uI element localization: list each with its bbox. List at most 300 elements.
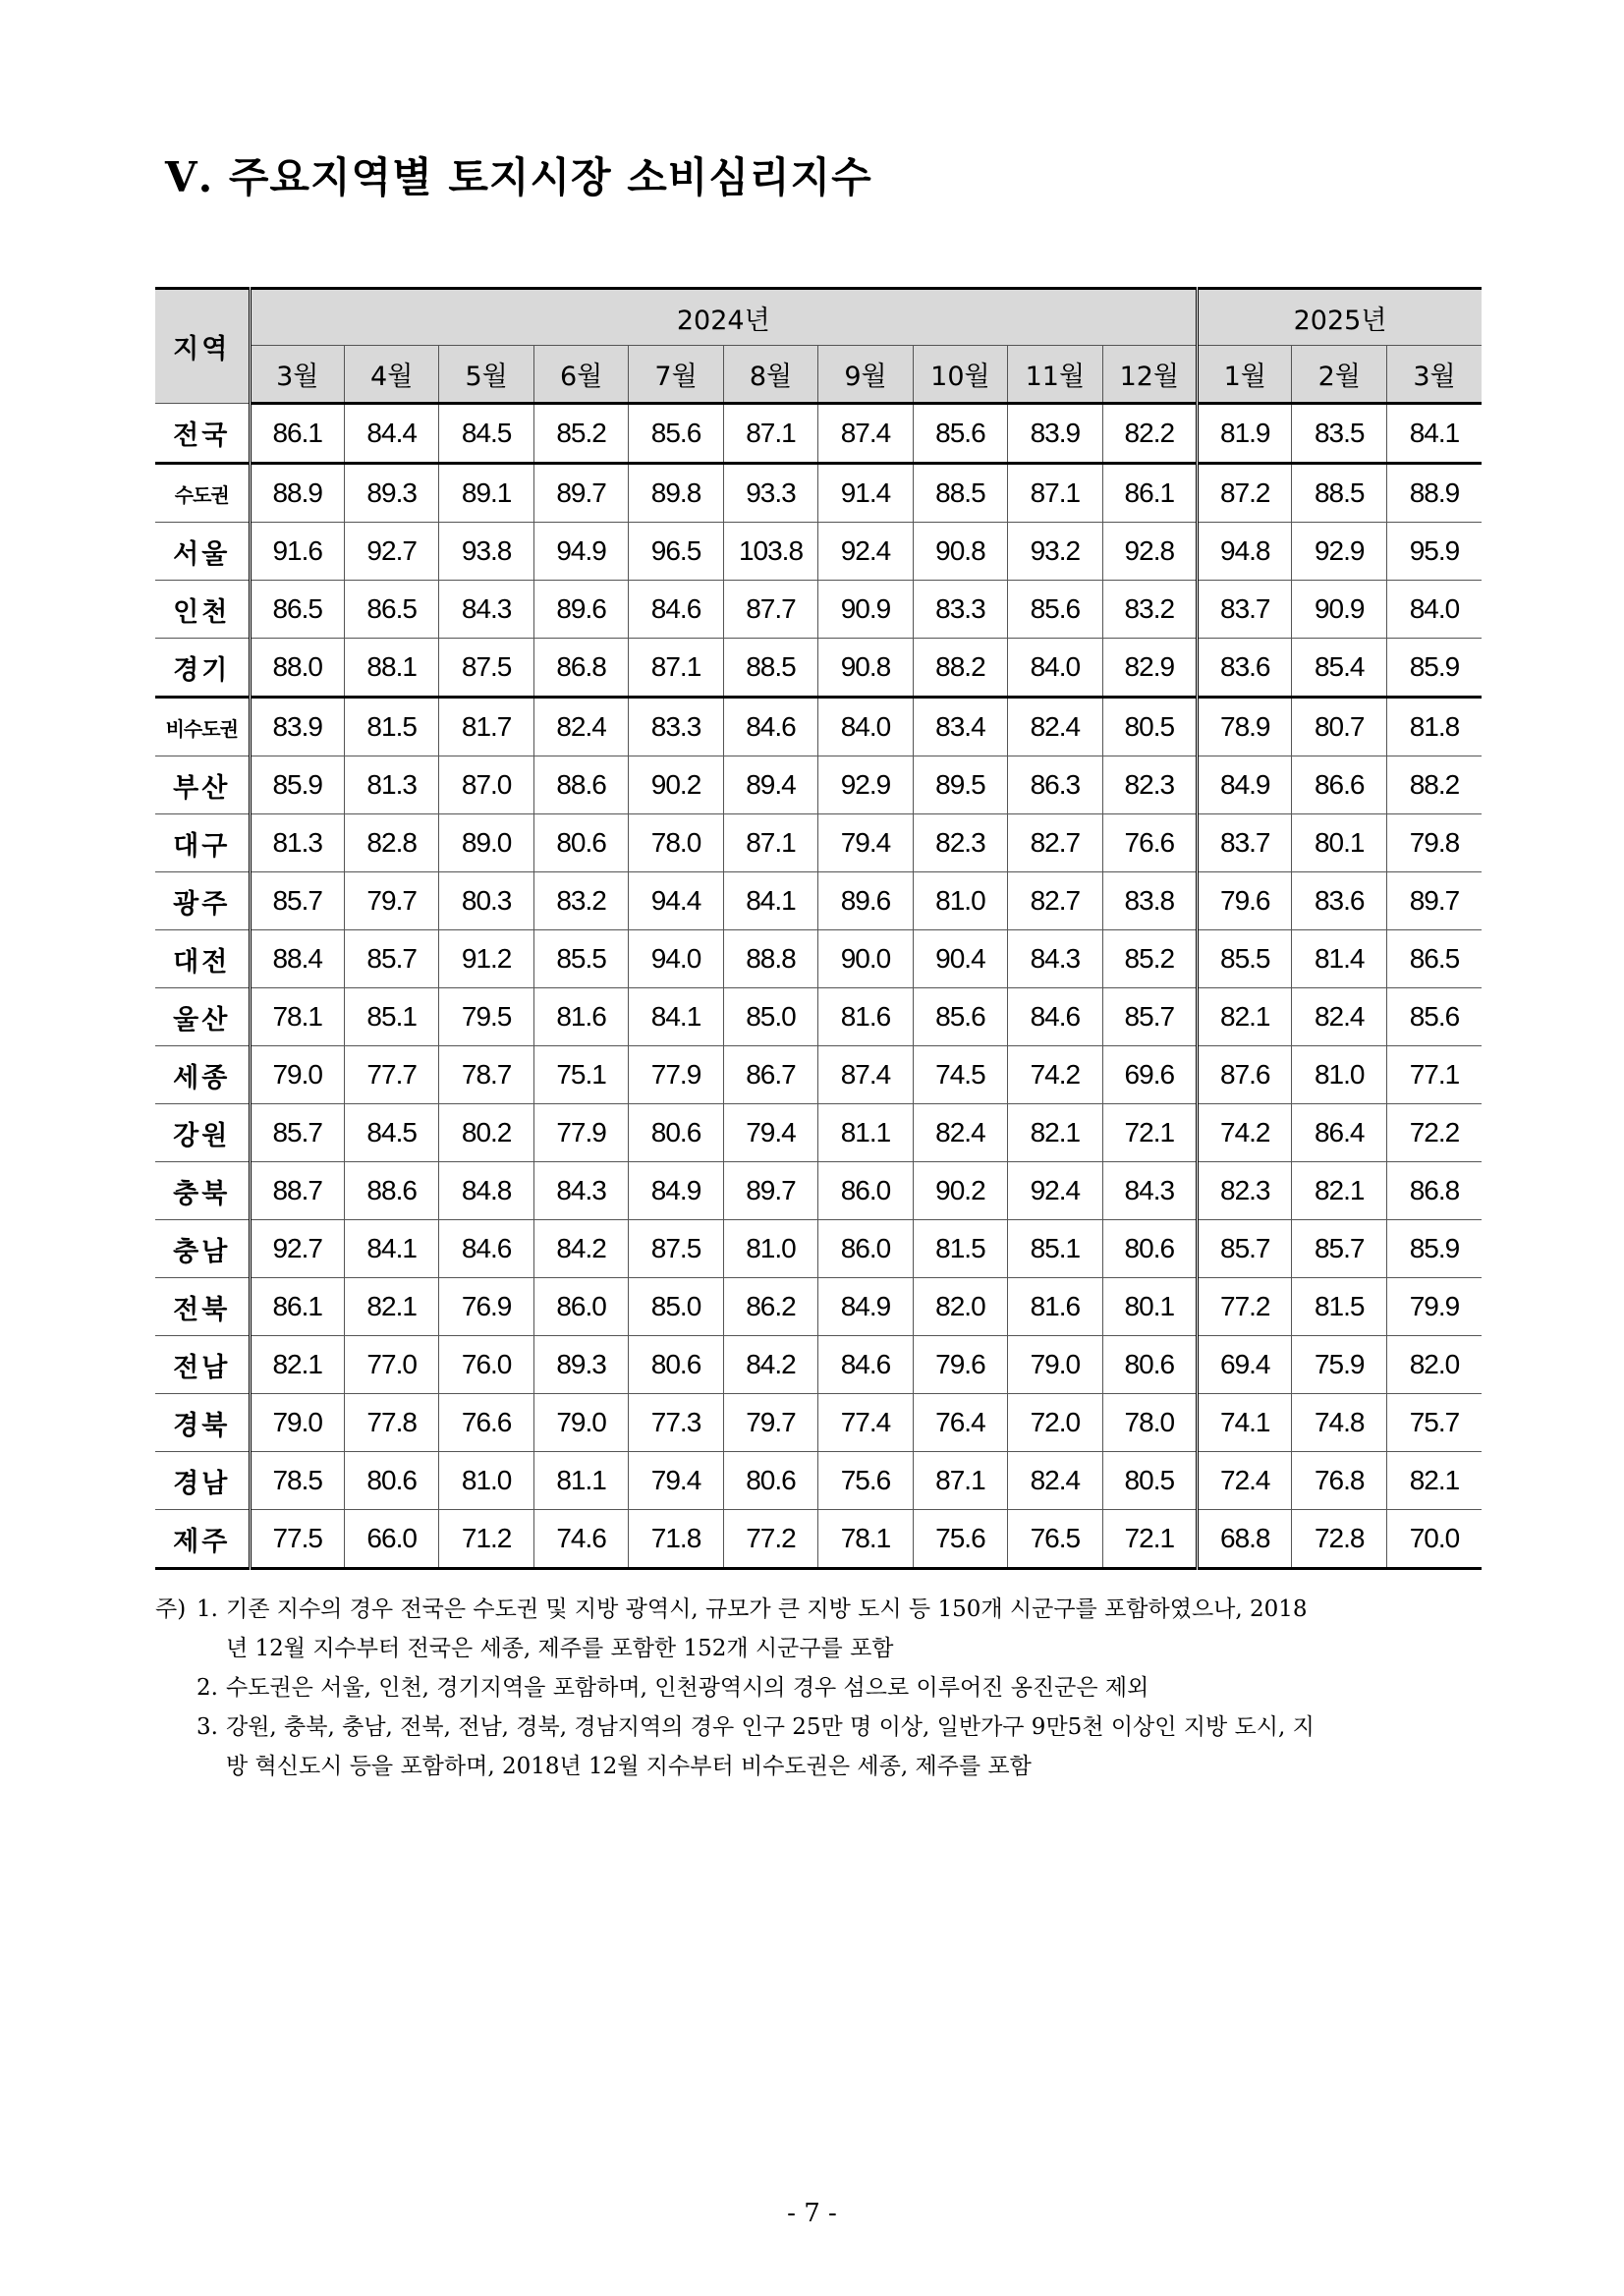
region-cell: 비수도권: [155, 698, 250, 756]
value-cell: 89.6: [818, 872, 913, 930]
value-cell: 86.1: [1102, 464, 1197, 523]
value-cell: 90.9: [818, 581, 913, 639]
value-cell: 82.9: [1102, 639, 1197, 698]
value-cell: 87.1: [1008, 464, 1102, 523]
table-row: [155, 698, 1482, 756]
value-cell: 79.0: [250, 1394, 344, 1452]
value-cell: 81.5: [344, 698, 438, 756]
value-cell: 82.8: [344, 814, 438, 872]
value-cell: 75.6: [818, 1452, 913, 1510]
value-cell: 93.3: [723, 464, 817, 523]
value-cell: 89.7: [723, 1162, 817, 1220]
value-cell: 83.3: [913, 581, 1007, 639]
value-cell: 86.0: [818, 1220, 913, 1278]
value-cell: 77.4: [818, 1394, 913, 1452]
table-row: [155, 1220, 1482, 1278]
value-cell: 72.2: [1386, 1104, 1482, 1162]
value-cell: 84.1: [1386, 404, 1482, 464]
value-cell: 75.9: [1292, 1336, 1386, 1394]
value-cell: 81.6: [818, 988, 913, 1046]
value-cell: 82.1: [1198, 988, 1292, 1046]
value-cell: 82.3: [913, 814, 1007, 872]
page-number: - 7 -: [787, 2199, 837, 2228]
value-cell: 88.1: [344, 639, 438, 698]
value-cell: 83.6: [1198, 639, 1292, 698]
value-cell: 75.1: [533, 1046, 628, 1104]
table-row: [155, 930, 1482, 988]
value-cell: 84.8: [439, 1162, 533, 1220]
value-cell: 87.1: [723, 404, 817, 464]
value-cell: 81.0: [439, 1452, 533, 1510]
region-cell: 대전: [155, 930, 250, 988]
value-cell: 81.1: [533, 1452, 628, 1510]
value-cell: 82.1: [1292, 1162, 1386, 1220]
value-cell: 81.1: [818, 1104, 913, 1162]
value-cell: 89.1: [439, 464, 533, 523]
value-cell: 82.7: [1008, 872, 1102, 930]
table-row: [155, 814, 1482, 872]
value-cell: 87.6: [1198, 1046, 1292, 1104]
value-cell: 82.4: [533, 698, 628, 756]
value-cell: 84.9: [1198, 756, 1292, 814]
value-cell: 88.5: [1292, 464, 1386, 523]
table-row: [155, 1278, 1482, 1336]
value-cell: 94.0: [629, 930, 723, 988]
value-cell: 84.6: [723, 698, 817, 756]
value-cell: 85.0: [723, 988, 817, 1046]
footnote-line: [155, 1708, 1482, 1747]
value-cell: 85.7: [1102, 988, 1197, 1046]
value-cell: 87.1: [629, 639, 723, 698]
value-cell: 94.4: [629, 872, 723, 930]
value-cell: 80.6: [1102, 1220, 1197, 1278]
value-cell: 80.6: [723, 1452, 817, 1510]
value-cell: 87.5: [629, 1220, 723, 1278]
value-cell: 91.2: [439, 930, 533, 988]
value-cell: 80.1: [1292, 814, 1386, 872]
value-cell: 88.5: [723, 639, 817, 698]
region-cell: 제주: [155, 1510, 250, 1569]
value-cell: 82.3: [1198, 1162, 1292, 1220]
value-cell: 85.2: [533, 404, 628, 464]
value-cell: 90.8: [913, 523, 1007, 581]
region-cell: 인천: [155, 581, 250, 639]
value-cell: 84.3: [1102, 1162, 1197, 1220]
value-cell: 77.5: [250, 1510, 344, 1569]
value-cell: 84.9: [629, 1162, 723, 1220]
value-cell: 76.0: [439, 1336, 533, 1394]
value-cell: 95.9: [1386, 523, 1482, 581]
value-cell: 86.6: [1292, 756, 1386, 814]
value-cell: 80.5: [1102, 1452, 1197, 1510]
value-cell: 74.1: [1198, 1394, 1292, 1452]
month-header: 10월: [913, 346, 1007, 404]
value-cell: 85.7: [1198, 1220, 1292, 1278]
value-cell: 84.0: [1386, 581, 1482, 639]
value-cell: 87.0: [439, 756, 533, 814]
value-cell: 83.9: [1008, 404, 1102, 464]
table-row: [155, 1394, 1482, 1452]
value-cell: 86.7: [723, 1046, 817, 1104]
value-cell: 85.1: [1008, 1220, 1102, 1278]
value-cell: 86.0: [818, 1162, 913, 1220]
region-cell: 경기: [155, 639, 250, 698]
value-cell: 82.1: [1386, 1452, 1482, 1510]
table-row: [155, 988, 1482, 1046]
value-cell: 77.3: [629, 1394, 723, 1452]
value-cell: 81.0: [723, 1220, 817, 1278]
value-cell: 78.0: [1102, 1394, 1197, 1452]
value-cell: 92.4: [1008, 1162, 1102, 1220]
table-row: [155, 1336, 1482, 1394]
value-cell: 88.2: [913, 639, 1007, 698]
value-cell: 78.0: [629, 814, 723, 872]
region-cell: 전남: [155, 1336, 250, 1394]
value-cell: 89.5: [913, 756, 1007, 814]
value-cell: 81.5: [913, 1220, 1007, 1278]
value-cell: 79.0: [1008, 1336, 1102, 1394]
value-cell: 90.2: [913, 1162, 1007, 1220]
table-row: [155, 1046, 1482, 1104]
value-cell: 85.6: [629, 404, 723, 464]
value-cell: 76.5: [1008, 1510, 1102, 1569]
table-row: [155, 1510, 1482, 1569]
value-cell: 89.3: [533, 1336, 628, 1394]
value-cell: 103.8: [723, 523, 817, 581]
value-cell: 84.2: [723, 1336, 817, 1394]
value-cell: 85.6: [1008, 581, 1102, 639]
value-cell: 77.8: [344, 1394, 438, 1452]
value-cell: 89.4: [723, 756, 817, 814]
value-cell: 87.4: [818, 404, 913, 464]
value-cell: 85.9: [1386, 1220, 1482, 1278]
value-cell: 82.7: [1008, 814, 1102, 872]
table-body: [155, 404, 1482, 1569]
value-cell: 88.7: [250, 1162, 344, 1220]
value-cell: 83.7: [1198, 581, 1292, 639]
value-cell: 85.7: [250, 872, 344, 930]
value-cell: 85.1: [344, 988, 438, 1046]
value-cell: 86.3: [1008, 756, 1102, 814]
value-cell: 80.6: [533, 814, 628, 872]
value-cell: 75.7: [1386, 1394, 1482, 1452]
value-cell: 88.0: [250, 639, 344, 698]
value-cell: 84.1: [629, 988, 723, 1046]
value-cell: 87.7: [723, 581, 817, 639]
value-cell: 83.2: [1102, 581, 1197, 639]
value-cell: 89.8: [629, 464, 723, 523]
value-cell: 79.5: [439, 988, 533, 1046]
footnote-text: 수도권은 서울, 인천, 경기지역을 포함하며, 인천광역시의 경우 섬으로 이루어진 옹진군은 제외: [226, 1675, 1149, 1701]
region-cell: 세종: [155, 1046, 250, 1104]
value-cell: 86.8: [533, 639, 628, 698]
region-cell: 경남: [155, 1452, 250, 1510]
region-cell: 부산: [155, 756, 250, 814]
value-cell: 79.0: [533, 1394, 628, 1452]
value-cell: 92.7: [344, 523, 438, 581]
value-cell: 82.1: [1008, 1104, 1102, 1162]
value-cell: 86.5: [1386, 930, 1482, 988]
value-cell: 91.4: [818, 464, 913, 523]
value-cell: 81.4: [1292, 930, 1386, 988]
value-cell: 84.1: [344, 1220, 438, 1278]
value-cell: 69.6: [1102, 1046, 1197, 1104]
value-cell: 74.2: [1198, 1104, 1292, 1162]
value-cell: 81.3: [250, 814, 344, 872]
value-cell: 85.5: [533, 930, 628, 988]
footnote-line: [155, 1590, 1482, 1629]
value-cell: 84.9: [818, 1278, 913, 1336]
value-cell: 84.6: [818, 1336, 913, 1394]
value-cell: 84.2: [533, 1220, 628, 1278]
value-cell: 88.6: [533, 756, 628, 814]
value-cell: 85.5: [1198, 930, 1292, 988]
value-cell: 81.0: [913, 872, 1007, 930]
value-cell: 86.2: [723, 1278, 817, 1336]
value-cell: 74.5: [913, 1046, 1007, 1104]
value-cell: 79.6: [913, 1336, 1007, 1394]
value-cell: 71.2: [439, 1510, 533, 1569]
year-2025-header: 2025년: [1198, 289, 1482, 346]
value-cell: 80.1: [1102, 1278, 1197, 1336]
value-cell: 85.6: [913, 988, 1007, 1046]
footnote-number: 1.: [196, 1596, 218, 1622]
month-header: 1월: [1198, 346, 1292, 404]
region-cell: 충남: [155, 1220, 250, 1278]
value-cell: 77.1: [1386, 1046, 1482, 1104]
value-cell: 81.6: [1008, 1278, 1102, 1336]
value-cell: 90.2: [629, 756, 723, 814]
value-cell: 81.8: [1386, 698, 1482, 756]
value-cell: 83.3: [629, 698, 723, 756]
value-cell: 94.8: [1198, 523, 1292, 581]
value-cell: 80.6: [629, 1104, 723, 1162]
value-cell: 66.0: [344, 1510, 438, 1569]
value-cell: 79.7: [723, 1394, 817, 1452]
value-cell: 92.7: [250, 1220, 344, 1278]
value-cell: 79.7: [344, 872, 438, 930]
footnote-line: [155, 1747, 1482, 1786]
value-cell: 82.4: [1008, 698, 1102, 756]
value-cell: 80.7: [1292, 698, 1386, 756]
footnote-line: [155, 1668, 1482, 1708]
value-cell: 76.8: [1292, 1452, 1386, 1510]
value-cell: 79.8: [1386, 814, 1482, 872]
table-row: [155, 639, 1482, 698]
value-cell: 79.4: [629, 1452, 723, 1510]
value-cell: 89.0: [439, 814, 533, 872]
value-cell: 84.0: [1008, 639, 1102, 698]
month-header: 2월: [1292, 346, 1386, 404]
value-cell: 77.2: [1198, 1278, 1292, 1336]
year-2024-header: 2024년: [250, 289, 1198, 346]
footnote-number: [196, 1629, 226, 1668]
region-cell: 충북: [155, 1162, 250, 1220]
table-row: [155, 464, 1482, 523]
value-cell: 80.5: [1102, 698, 1197, 756]
value-cell: 88.9: [250, 464, 344, 523]
value-cell: 82.3: [1102, 756, 1197, 814]
value-cell: 87.1: [913, 1452, 1007, 1510]
table-row: [155, 404, 1482, 464]
region-cell: 전북: [155, 1278, 250, 1336]
value-cell: 81.9: [1198, 404, 1292, 464]
region-cell: 대구: [155, 814, 250, 872]
value-cell: 80.3: [439, 872, 533, 930]
value-cell: 85.9: [250, 756, 344, 814]
value-cell: 72.4: [1198, 1452, 1292, 1510]
value-cell: 81.3: [344, 756, 438, 814]
value-cell: 93.8: [439, 523, 533, 581]
value-cell: 69.4: [1198, 1336, 1292, 1394]
table-row: [155, 1104, 1482, 1162]
value-cell: 90.9: [1292, 581, 1386, 639]
table-row: [155, 523, 1482, 581]
footnote-number: [196, 1747, 226, 1786]
value-cell: 79.4: [818, 814, 913, 872]
value-cell: 89.7: [533, 464, 628, 523]
value-cell: 83.8: [1102, 872, 1197, 930]
footnote-text: 년 12월 지수부터 전국은 세종, 제주를 포함한 152개 시군구를 포함: [226, 1636, 894, 1661]
value-cell: 77.2: [723, 1510, 817, 1569]
value-cell: 70.0: [1386, 1510, 1482, 1569]
value-cell: 74.2: [1008, 1046, 1102, 1104]
value-cell: 71.8: [629, 1510, 723, 1569]
value-cell: 86.0: [533, 1278, 628, 1336]
value-cell: 87.1: [723, 814, 817, 872]
value-cell: 72.1: [1102, 1104, 1197, 1162]
table-row: [155, 581, 1482, 639]
value-cell: 86.4: [1292, 1104, 1386, 1162]
value-cell: 87.2: [1198, 464, 1292, 523]
value-cell: 72.8: [1292, 1510, 1386, 1569]
value-cell: 72.0: [1008, 1394, 1102, 1452]
month-header: 7월: [629, 346, 723, 404]
value-cell: 88.9: [1386, 464, 1482, 523]
value-cell: 79.4: [723, 1104, 817, 1162]
value-cell: 82.0: [913, 1278, 1007, 1336]
value-cell: 81.7: [439, 698, 533, 756]
region-cell: 광주: [155, 872, 250, 930]
value-cell: 68.8: [1198, 1510, 1292, 1569]
footnote-text: 기존 지수의 경우 전국은 수도권 및 지방 광역시, 규모가 큰 지방 도시 등 150개 시군구를 포함하였으나, 2018: [226, 1596, 1308, 1622]
table-row: [155, 872, 1482, 930]
footnote-number: 2.: [196, 1675, 218, 1701]
value-cell: 89.7: [1386, 872, 1482, 930]
value-cell: 78.9: [1198, 698, 1292, 756]
value-cell: 83.5: [1292, 404, 1386, 464]
value-cell: 86.1: [250, 404, 344, 464]
value-cell: 83.4: [913, 698, 1007, 756]
footnote-text: 강원, 충북, 충남, 전북, 전남, 경북, 경남지역의 경우 인구 25만 명 이상, 일반가구 9만5천 이상인 지방 도시, 지: [226, 1714, 1315, 1740]
value-cell: 78.1: [818, 1510, 913, 1569]
month-header: 11월: [1008, 346, 1102, 404]
value-cell: 86.5: [344, 581, 438, 639]
footnotes: [155, 1590, 1482, 1786]
value-cell: 90.8: [818, 639, 913, 698]
month-header: 4월: [344, 346, 438, 404]
value-cell: 80.6: [1102, 1336, 1197, 1394]
value-cell: 94.9: [533, 523, 628, 581]
value-cell: 96.5: [629, 523, 723, 581]
value-cell: 88.8: [723, 930, 817, 988]
value-cell: 86.8: [1386, 1162, 1482, 1220]
value-cell: 82.4: [1292, 988, 1386, 1046]
value-cell: 84.5: [439, 404, 533, 464]
value-cell: 80.2: [439, 1104, 533, 1162]
value-cell: 85.0: [629, 1278, 723, 1336]
value-cell: 92.9: [818, 756, 913, 814]
page-title: Ⅴ. 주요지역별 토지시장 소비심리지수: [165, 153, 872, 201]
value-cell: 82.2: [1102, 404, 1197, 464]
value-cell: 87.4: [818, 1046, 913, 1104]
value-cell: 85.9: [1386, 639, 1482, 698]
value-cell: 79.6: [1198, 872, 1292, 930]
value-cell: 88.2: [1386, 756, 1482, 814]
table-row: [155, 1452, 1482, 1510]
footnote-line: [155, 1629, 1482, 1668]
value-cell: 76.6: [439, 1394, 533, 1452]
value-cell: 81.0: [1292, 1046, 1386, 1104]
value-cell: 85.7: [1292, 1220, 1386, 1278]
value-cell: 84.1: [723, 872, 817, 930]
value-cell: 86.1: [250, 1278, 344, 1336]
value-cell: 83.7: [1198, 814, 1292, 872]
value-cell: 76.9: [439, 1278, 533, 1336]
value-cell: 86.5: [250, 581, 344, 639]
value-cell: 85.6: [913, 404, 1007, 464]
value-cell: 80.6: [344, 1452, 438, 1510]
footnote-number: 3.: [196, 1714, 218, 1740]
value-cell: 93.2: [1008, 523, 1102, 581]
region-cell: 강원: [155, 1104, 250, 1162]
value-cell: 75.6: [913, 1510, 1007, 1569]
value-cell: 81.5: [1292, 1278, 1386, 1336]
value-cell: 76.6: [1102, 814, 1197, 872]
value-cell: 78.5: [250, 1452, 344, 1510]
month-header-row: [155, 346, 1482, 404]
value-cell: 88.4: [250, 930, 344, 988]
value-cell: 78.1: [250, 988, 344, 1046]
value-cell: 82.4: [913, 1104, 1007, 1162]
value-cell: 87.5: [439, 639, 533, 698]
region-cell: 전국: [155, 404, 250, 464]
value-cell: 92.8: [1102, 523, 1197, 581]
month-header: 6월: [533, 346, 628, 404]
month-header: 5월: [439, 346, 533, 404]
region-cell: 울산: [155, 988, 250, 1046]
value-cell: 84.3: [533, 1162, 628, 1220]
value-cell: 83.9: [250, 698, 344, 756]
year-header-row: [155, 289, 1482, 346]
table-row: [155, 756, 1482, 814]
value-cell: 78.7: [439, 1046, 533, 1104]
value-cell: 81.6: [533, 988, 628, 1046]
month-header: 3월: [250, 346, 344, 404]
month-header: 3월: [1386, 346, 1482, 404]
value-cell: 72.1: [1102, 1510, 1197, 1569]
value-cell: 84.3: [1008, 930, 1102, 988]
month-header: 12월: [1102, 346, 1197, 404]
value-cell: 77.0: [344, 1336, 438, 1394]
value-cell: 82.1: [250, 1336, 344, 1394]
region-cell: 수도권: [155, 464, 250, 523]
consumer-sentiment-table: [155, 287, 1482, 1570]
month-header: 9월: [818, 346, 913, 404]
value-cell: 88.6: [344, 1162, 438, 1220]
value-cell: 85.6: [1386, 988, 1482, 1046]
value-cell: 76.4: [913, 1394, 1007, 1452]
